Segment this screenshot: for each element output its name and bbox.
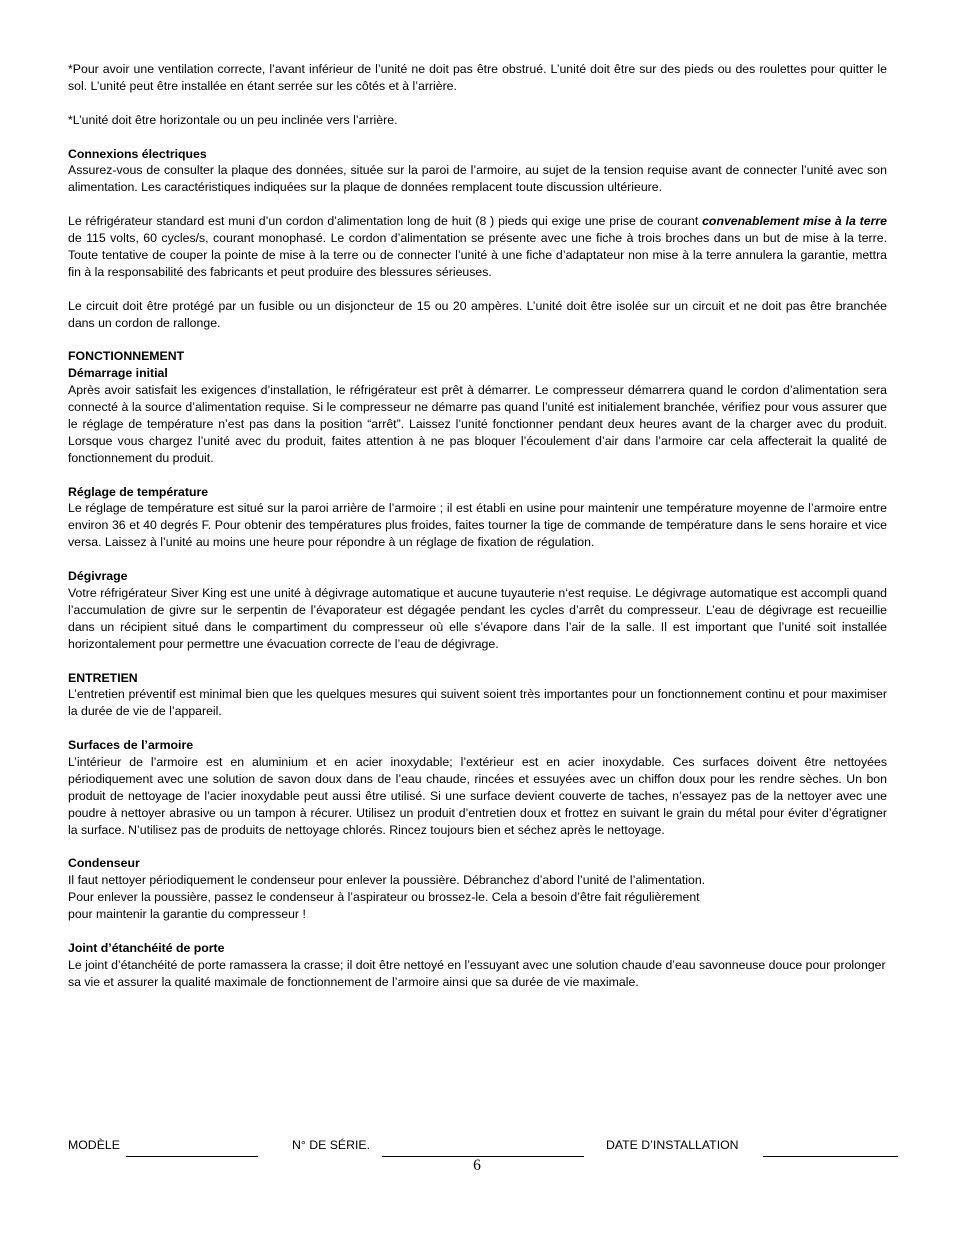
subheading-degivrage: Dégivrage	[68, 569, 128, 584]
connexions-paragraph-2	[68, 213, 887, 281]
surfaces-paragraph: L’intérieur de l’armoire est en aluminium et en acier inoxydable; l’extérieur est en acier inoxydable. Ces surfaces doivent être nettoyées périodiquement avec une solution de savon doux dans de l’eau chaude, rincées et essuyées avec un chiffon doux pour les rendre sèches. Un bon produit de nettoyage de l’acier inoxydable peut aussi être utilisé. Si une surface devient couverte de taches, n’essayez pas de la nettoyer avec une poudre à nettoyer abrasive ou un tampon à récurer. Utilisez un produit d’entretien doux et frottez en suivant le grain du métal pour éviter d’égratigner la surface. N’utilisez pas de produits de nettoyage chlorés. Rincez toujours bien et séchez après le nettoyage.	[68, 755, 887, 837]
connexions-p2-start: Le réfrigérateur standard est muni d’un cordon d’alimentation long de huit (8 ) pieds qui exige une prise de courant	[68, 214, 703, 229]
condenseur-line-2: Pour enlever la poussière, passez le condenseur à l’aspirateur ou brossez-le. Cela a besoin d’être fait régulièrement	[68, 890, 700, 905]
condenseur-line-3: pour maintenir la garantie du compresseur !	[68, 907, 306, 922]
demarrage-paragraph: Après avoir satisfait les exigences d’installation, le réfrigérateur est prêt à démarrer. Le compresseur démarrera quand le cordon d’alimentation sera connecté à la source d’alimentation requise. Si le compresseur ne démarre pas quand l’unité est initialement branchée, vérifiez pour vous assurer que le réglage de température n’est pas dans la position “arrêt”. Laissez l’unité fonctionner pendant deux heures avant de la charger avec du produit. Lorsque vous chargez l’unité avec du produit, faites attention à ne pas bloquer l’écoulement d’air dans l’armoire car cela affecterait la qualité de fonctionnement du produit.	[68, 383, 887, 465]
leveling-note: *L’unité doit être horizontale ou un peu inclinée vers l’arrière.	[68, 112, 398, 127]
install-date-label: DATE D’INSTALLATION	[606, 1138, 739, 1152]
subheading-condenseur: Condenseur	[68, 856, 140, 871]
footer-fields	[68, 1137, 898, 1157]
serial-blank-line	[382, 1156, 584, 1157]
subheading-demarrage: Démarrage initial	[68, 366, 168, 381]
section-heading-fonctionnement: FONCTIONNEMENT	[68, 349, 185, 364]
page-content	[68, 61, 887, 991]
subheading-surfaces: Surfaces de l’armoire	[68, 738, 194, 753]
entretien-paragraph: L’entretien préventif est minimal bien que les quelques mesures qui suivent soient très importantes pour un fonctionnement continu et pour maximiser la durée de vie de l’appareil.	[68, 687, 887, 719]
page-number: 6	[473, 1157, 481, 1174]
section-heading-connexions: Connexions électriques	[68, 146, 207, 161]
connexions-paragraph-1: Assurez-vous de consulter la plaque des données, située sur la paroi de l’armoire, au sujet de la tension requise avant de connecter l’unité avec son alimentation. Les caractéristiques indiquées sur la plaque de données remplacent toute discussion ultérieure.	[68, 163, 887, 195]
reglage-paragraph: Le réglage de température est situé sur la paroi arrière de l’armoire ; il est établi en usine pour maintenir une température moyenne de l’armoire entre environ 36 et 40 degrés F. Pour obtenir des températures plus froides, faites tourner la tige de commande de température dans le sens horaire et vice versa. Laissez à l’unité au moins une heure pour répondre à un réglage de fixation de régulation.	[68, 501, 887, 550]
install-date-blank-line	[763, 1156, 898, 1157]
connexions-paragraph-3: Le circuit doit être protégé par un fusible ou un disjoncteur de 15 ou 20 ampères. L’unité doit être isolée sur un circuit et ne doit pas être branchée dans un cordon de rallonge.	[68, 298, 887, 330]
degivrage-paragraph: Votre réfrigérateur Siver King est une unité à dégivrage automatique et aucune tuyauterie n‘est requise. Le dégivrage automatique est accompli quand l’accumulation de givre sur le serpentin de l’évaporateur est dégagée pendant les cycles d’arrêt du compresseur. L’eau de dégivrage est recueillie dans un récipient situé dans le compartiment du compresseur où elle s’évapore dans l’air de la salle. Il est important que l’unité soit installée horizontalement pour permettre une évacuation correcte de l’eau de dégivrage.	[68, 585, 887, 651]
serial-label: N° DE SÉRIE.	[292, 1138, 371, 1152]
subheading-joint: Joint d’étanchéité de porte	[68, 940, 225, 955]
connexions-p2-end: de 115 volts, 60 cycles/s, courant monophasé. Le cordon d’alimentation se présente avec une fiche à trois broches dans un but de mise à la terre. Toute tentative de couper la pointe de mise à la terre ou de connecter l’unité à une fiche d’adaptateur non mise à la terre annulera la garantie, mettra fin à la responsabilité des fabricants et peut produire des blessures sérieuses.	[68, 231, 887, 279]
section-heading-entretien: ENTRETIEN	[68, 670, 138, 685]
ventilation-note: *Pour avoir une ventilation correcte, l’avant inférieur de l’unité ne doit pas être obstrué. L’unité doit être sur des pieds ou des roulettes pour quitter le sol. L’unité peut être installée en étant serrée sur les côtés et à l’arrière.	[68, 62, 887, 93]
subheading-reglage: Réglage de température	[68, 484, 209, 499]
condenseur-line-1: Il faut nettoyer périodiquement le condenseur pour enlever la poussière. Débranchez d’abord l’unité de l’alimentation.	[68, 873, 706, 888]
grounding-emphasis: convenablement mise à la terre	[702, 214, 887, 229]
joint-paragraph: Le joint d’étanchéité de porte ramassera la crasse; il doit être nettoyé en l’essuyant avec une solution chaude d’eau savonneuse douce pour prolonger sa vie et assurer la qualité maximale de fonctionnement de l’armoire ainsi que sa durée de vie maximale.	[68, 957, 886, 989]
model-label: MODÈLE	[68, 1138, 120, 1152]
model-blank-line	[126, 1156, 258, 1157]
